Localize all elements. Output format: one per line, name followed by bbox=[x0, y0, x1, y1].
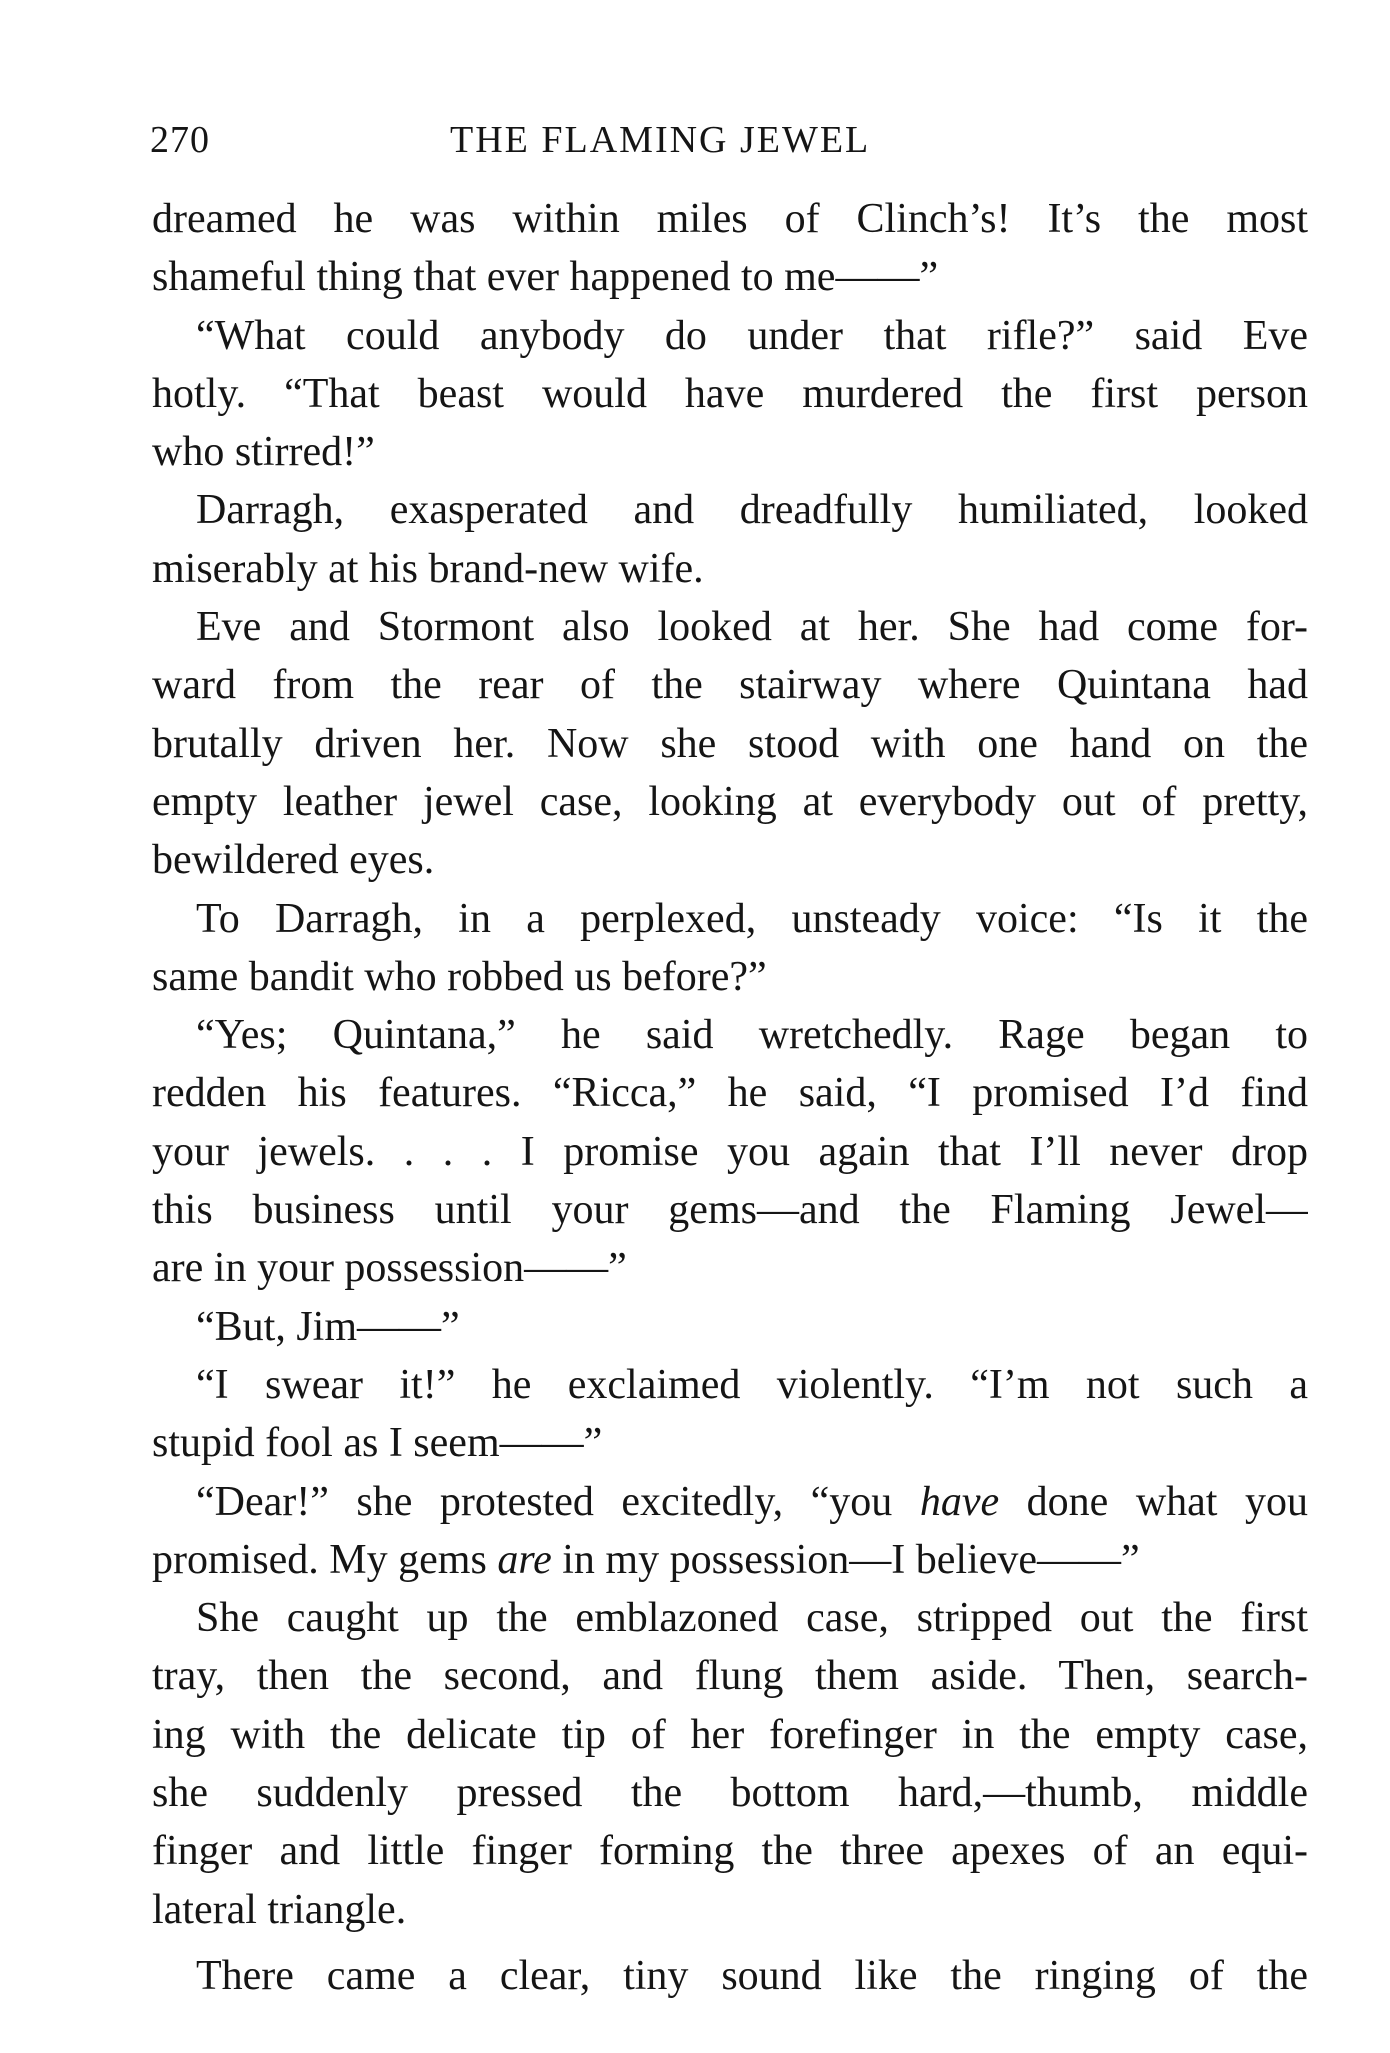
text-line: There came a clear, tiny sound like the ringing of the bbox=[196, 1952, 1308, 1999]
text-line: tray, then the second, and flung them aside. Then, search- bbox=[152, 1653, 1308, 1700]
text-line: lateral triangle. bbox=[152, 1886, 407, 1933]
body-text bbox=[152, 190, 1308, 2005]
paragraph-gap bbox=[152, 1939, 1308, 1947]
text-line: this business until your gems—and the Flaming Jewel— bbox=[152, 1187, 1308, 1234]
text-line: who stirred!” bbox=[152, 429, 375, 476]
text-line: bewildered eyes. bbox=[152, 837, 435, 884]
text-line: “But, Jim——” bbox=[196, 1303, 460, 1350]
text-line: “Yes; Quintana,” he said wretchedly. Rage began to bbox=[196, 1012, 1308, 1059]
text-run: promised. My gems bbox=[152, 1536, 498, 1583]
text-line: hotly. “That beast would have murdered the first person bbox=[152, 370, 1308, 417]
page-number: 270 bbox=[150, 119, 210, 161]
text-line bbox=[152, 1531, 1308, 1589]
text-line: Darragh, exasperated and dreadfully humiliated, looked bbox=[196, 487, 1308, 534]
text-line bbox=[152, 1473, 1308, 1531]
text-line: She caught up the emblazoned case, stripped out the first bbox=[196, 1595, 1308, 1642]
text-line: ward from the rear of the stairway where Quintana had bbox=[152, 662, 1308, 709]
text-line: Eve and Stormont also looked at her. She had come for- bbox=[196, 604, 1308, 651]
text-line: “I swear it!” he exclaimed violently. “I’m not such a bbox=[196, 1361, 1308, 1408]
italic-emphasis: have bbox=[919, 1478, 1000, 1525]
text-line: dreamed he was within miles of Clinch’s! It’s the most bbox=[152, 196, 1308, 242]
text-line: ing with the delicate tip of her forefinger in the empty case, bbox=[152, 1711, 1308, 1758]
text-line: miserably at his brand-new wife. bbox=[152, 545, 704, 592]
text-run: “Dear!” she protested excitedly, “you bbox=[196, 1478, 920, 1525]
text-line: are in your possession——” bbox=[152, 1245, 627, 1292]
running-head bbox=[150, 118, 1310, 178]
text-line: shameful thing that ever happened to me——” bbox=[152, 254, 939, 301]
text-line: your jewels. . . . I promise you again that I’ll never drop bbox=[152, 1128, 1308, 1175]
text-line: she suddenly pressed the bottom hard,—thumb, middle bbox=[152, 1770, 1308, 1817]
text-line: empty leather jewel case, looking at everybody out of pretty, bbox=[152, 778, 1308, 825]
italic-emphasis: are bbox=[497, 1536, 552, 1583]
running-title: THE FLAMING JEWEL bbox=[450, 119, 871, 161]
text-line: “What could anybody do under that rifle?” said Eve bbox=[196, 312, 1308, 359]
text-line: To Darragh, in a perplexed, unsteady voice: “Is it the bbox=[196, 895, 1308, 942]
text-line: redden his features. “Ricca,” he said, “I promised I’d find bbox=[152, 1070, 1308, 1117]
text-line: same bandit who robbed us before?” bbox=[152, 953, 767, 1000]
text-run: in my possession—I believe——” bbox=[551, 1536, 1140, 1583]
text-line: brutally driven her. Now she stood with one hand on the bbox=[152, 720, 1308, 767]
text-line: finger and little finger forming the three apexes of an equi- bbox=[152, 1828, 1308, 1875]
text-run: done what you bbox=[999, 1478, 1308, 1525]
text-line: stupid fool as I seem——” bbox=[152, 1420, 603, 1467]
